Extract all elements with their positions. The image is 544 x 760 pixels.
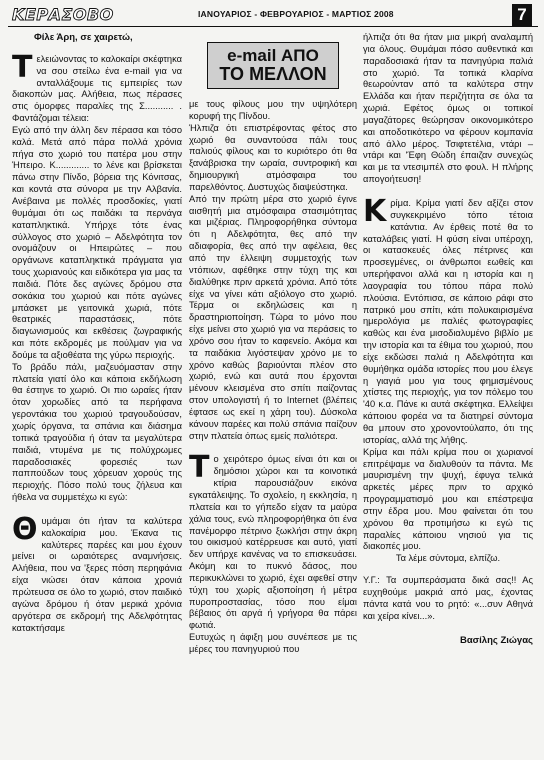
article-title-box [207, 42, 339, 89]
issue-date: ΙΑΝΟΥΑΡΙΟΣ - ΦΕΒΡΟΥΑΡΙΟΣ - ΜΑΡΤΙΟΣ 2008 [198, 9, 394, 19]
paragraph: Εγώ από την άλλη δεν πέρασα και τόσο καλά. Μετά από πάρα πολλά χρόνια πήγα στο χωριό του πατέρα μου στην Ήπειρο. Κ............. το λένε και βρίσκεται πάνω στην Πίνδο, βόρεια της Κόνιτσας, και κοντά στα σύνορα με την Αλβανία. Ανέβαινα με πολλές προσδοκίες, γιατί θυμάμαι ότι ως παιδάκι τα περνάγα καταπληκτικά. Υπήρχε τότε ένας σύλλογος στο χωριό – Αδελφότητα τον ονομάζουν οι Ηπειρώτες – που οργάνωνε καταπληκτικά πράγματα για τους χωριανούς και ειδικότερα για μας τα παιδιά. Πότε δες αγώνες δρόμου στα σοκάκια του χωριού και πότε αγώνες μπάσκετ με γειτονικά χωριά, πότε θεατρικές παραστάσεις, πότε διαγωνισμούς και εκθέσεις ζωγραφικής και πότε εκδρομές με πούλμαν για να δούμε τα αξιοθέατα της γύρω περιοχής. [12, 124, 182, 360]
paragraph: Ευτυχώς η άφιξη μου συνέπεσε με τις μέρες του πανηγυριού που [189, 632, 357, 654]
spacer [189, 442, 357, 454]
closing-line: Τα λέμε σύντομα, ελπίζω. [395, 553, 501, 564]
postscript: Υ.Γ.: Τα συμπεράσματα δικά σας!! Ας ευχηθούμε μακριά από μας, έχοντας πάντα κατά νου το ρητό: «...συν Αθηνά και χείρα κίνει...». [363, 575, 533, 621]
article-column-2 [189, 42, 357, 656]
article-column-3 [363, 32, 533, 646]
paragraph-text: ρίμα. Κρίμα γιατί δεν αξίζει στον συγκεκριμένο τόπο τέτοια κατάντια. Αν έρθεις ποτέ θα το καταλάβεις γιατί. Η φύση είναι υπέροχη, οι κατασκευές όλες πέτρινες και προσεγμένες, οι άνθρωποι εωθείς και υπερήφανοι αλλά και η ιστορία και η λαογραφία του τόπου πάρα πολύ πλούσια. Εντόπισα, σε κάποιο ράφι στο πατρικό μου σπίτι, κάτι πολυκαιρισμένα ημερολόγια με παλιές φωτογραφίες καθώς και ένα μισοδιαλυμένο βιβλίο με την ιστορία και τα έθιμα του χωριού, που είχε εκδώσει παλιά η Αδελφότητα και θυμήθηκα ομάδα ιστορίες που μου έλεγε η γιαγιά μου για τους φημισμένους χτίστες της περιοχής, για τον πόλεμο του '40 κ.α. Πάνε κι αυτά σκέφτηκα. Ελλείψει κάποιου φορέα να τα διατηρεί σύντομα θα μπουν στο χρονοντούλαπο, ότι της ιστορίας, αλλά της λήθης. [363, 197, 533, 445]
paragraph-text: υμάμαι ότι ήταν τα καλύτερα καλοκαίρια μου. Έκανα τις καλύτερες παρέες και μου έχουν μείνει οι ωραιότερες αναμνήσεις. Αλήθεια, που να 'ξερες πόση περηφάνια είχα νιώσει όταν κάποια χρονιά πρώτευσα σε όλο το χωριό, στον παιδικό αγώνα δρόμου ή όταν μερικά χρόνια αργότερα σε εκδρομή της Αδελφότητας κατακτήσαμε [12, 515, 182, 633]
article-title-line-1: e-mail ΑΠΟ [227, 46, 319, 65]
greeting: Φίλε Άρη, σε χαιρετώ, [34, 32, 133, 43]
paragraph: Από την πρώτη μέρα στο χωριό έγινε αισθητή μια ατμόσφαιρα στασιμότητας και μιζέριας. Πληροφορήθηκα σύντομα ότι η Αδελφότητα, θες από την αδιαφορία, θες από την αφέλεια, θες από την έλλειψη συμμετοχής των ντόπιων, αφέθηκε στην τύχη της και διαλύθηκε πριν αρκετά χρόνια. Από τότε είχε να γίνει κάτι αξιόλογο στο χωριό. Τέρμα οι εκδηλώσεις και η δραστηριοποίηση. Τώρα το μόνο που είχε μείνει στο χωριό για να περάσεις το χρόνο σου ήταν το καφενείο. Ακόμα και τα παιδάκια λιγόστεψαν χρόνο με το χρόνο καθώς βαριούνται πλέον στο χωριό, ενώ και αυτά που έρχονται μένουν κλεισμένα στο σπίτι παίζοντας στον υπολογιστή ή το Internet (βλέπεις έφτασε ως εκεί η χάρη του). Δύσκολα κάνουν παρέες και πολύ σπάνια παίζουν στην πλατεία όπως εμείς παλιότερα. [189, 193, 357, 441]
author-signature: Βασίλης Ζιώγας [459, 634, 533, 646]
paragraph-text: ελειώνοντας το καλοκαίρι σκέφτηκα να σου στείλω ένα e-mail για να ανταλλάξουμε τις εμπειρίες των διακοπών μας. Αλήθεια, πως πέρασες στις όμορφες παραλίες της Σ........... . Φαντάζομαι τέλεια: [12, 53, 182, 124]
paragraph: Κρίμα και πάλι κρίμα που οι χωριανοί επιτρέψαμε να διαλυθούν τα πάντα. Με μαυρισμένη την ψυχή, έφυγα τελικά αρκετές μέρες πριν το αρχικό προγραμματισμό μου και επέστρεψα στην έδρα μου. Μου φαίνεται ότι του χρόνου θα προτιμήσω κι εγώ τις παραλίες κάποιου νησιού για τις διακοπές μου. [363, 446, 533, 552]
paragraph: ήλπιζα ότι θα ήταν μια μικρή αναλαμπή για όλους. Θυμάμαι πόσο αυθεντικά και παραδοσιακά ήταν τα πανηγύρια παλιά στο χωριό. Τα τοπικά κλαρίνα θεωρούνταν από τα καλύτερα στην Ελλάδα και ήταν περιζήτητα σε όλα τα χωριά. Εφέτος όμως οι τοπικοί μαγαζάτορες θεώρησαν οικονομικότερο και αποδοτικότερο να φέρουν κομπανία από άλλο μέρος. Τσιφτετέλια, ντάρι – ντάρι και 'Έφη Θώδη έπαιζαν συνεχώς και με τα ντεσιμπέλ στο φουλ. Η πλήρης απογοήτευση! [363, 32, 533, 185]
paragraph [363, 193, 533, 447]
drop-cap: Θ [12, 511, 38, 547]
masthead: ΚΕΡΑΣΟΒΟ [12, 5, 114, 24]
paragraph: Το βράδυ πάλι, μαζευόμασταν στην πλατεία γιατί όλο και κάποια εκδήλωση θα έστηνε το χωριό. Οι πιο ωραίες ήταν όταν χορωδίες από τα περήφανα γεροντάκια του χωριού τραγουδούσαν, χωρίς όργανα, τα σπάνια και διάσημα τοπικά τραγούδια ή όταν τα μεγαλύτερα παιδιά, ντυμένα με τις πολύχρωμες παραδοσιακές φορεσιές των παππούδων τους χόρευαν χορούς της περιοχής. Πόσο πολύ τους ζήλευα και ήθελα να συμμετέχω κι εγώ: [12, 361, 182, 503]
paragraph [12, 511, 182, 634]
page-number: 7 [512, 4, 532, 26]
paragraph [12, 49, 182, 125]
drop-cap: Κ [363, 193, 387, 229]
drop-cap: Τ [12, 49, 33, 85]
paragraph [189, 450, 357, 632]
paragraph: Ήλπιζα ότι επιστρέφοντας φέτος στο χωριό θα συναντούσα πάλι τους παλιούς φίλους και το κυριότερο ότι θα ξανάβρισκα την ωραία, συντροφική και δημιουργική ατμόσφαιρα του παρελθόντος. Δυστυχώς διαψεύστηκα. [189, 122, 357, 192]
paragraph-text: ο χειρότερο όμως είναι ότι και οι δημόσιοι χώροι και τα κοινοτικά κτίρια παρουσιάζουν εικόνα εγκατάλειψης. Το σχολείο, η εκκλησία, η πλατεία και το γήπεδο είχαν τα μαύρα χάλια τους, ενώ πληροφορήθηκα ότι ένα πανέμορφο πέτρινο ξωκλήσι στην άκρη του οικισμού κατέρρευσε και αυτό, γιατί δεν υπήρχε κανένας να το επισκευάσει. Ακόμη και το πυκνό δάσος, που περικυκλώνει το χωριό, έχει αφεθεί στην τύχη του χωρίς αξιοποίηση ή μέτρα πυροπροστασίας, τόσο που είμαι βέβαιος ότι αργά ή γρήγορα θα πάρει φωτιά. [189, 454, 357, 631]
drop-cap: Τ [189, 450, 210, 486]
spacer [363, 186, 533, 198]
article-column-1 [12, 32, 182, 634]
article-title-line-2: ΤΟ ΜΕΛΛΟΝ [219, 64, 327, 84]
page-header [8, 4, 538, 27]
paragraph: με τους φίλους μου την υψηλότερη κορυφή της Πίνδου. [189, 99, 357, 121]
